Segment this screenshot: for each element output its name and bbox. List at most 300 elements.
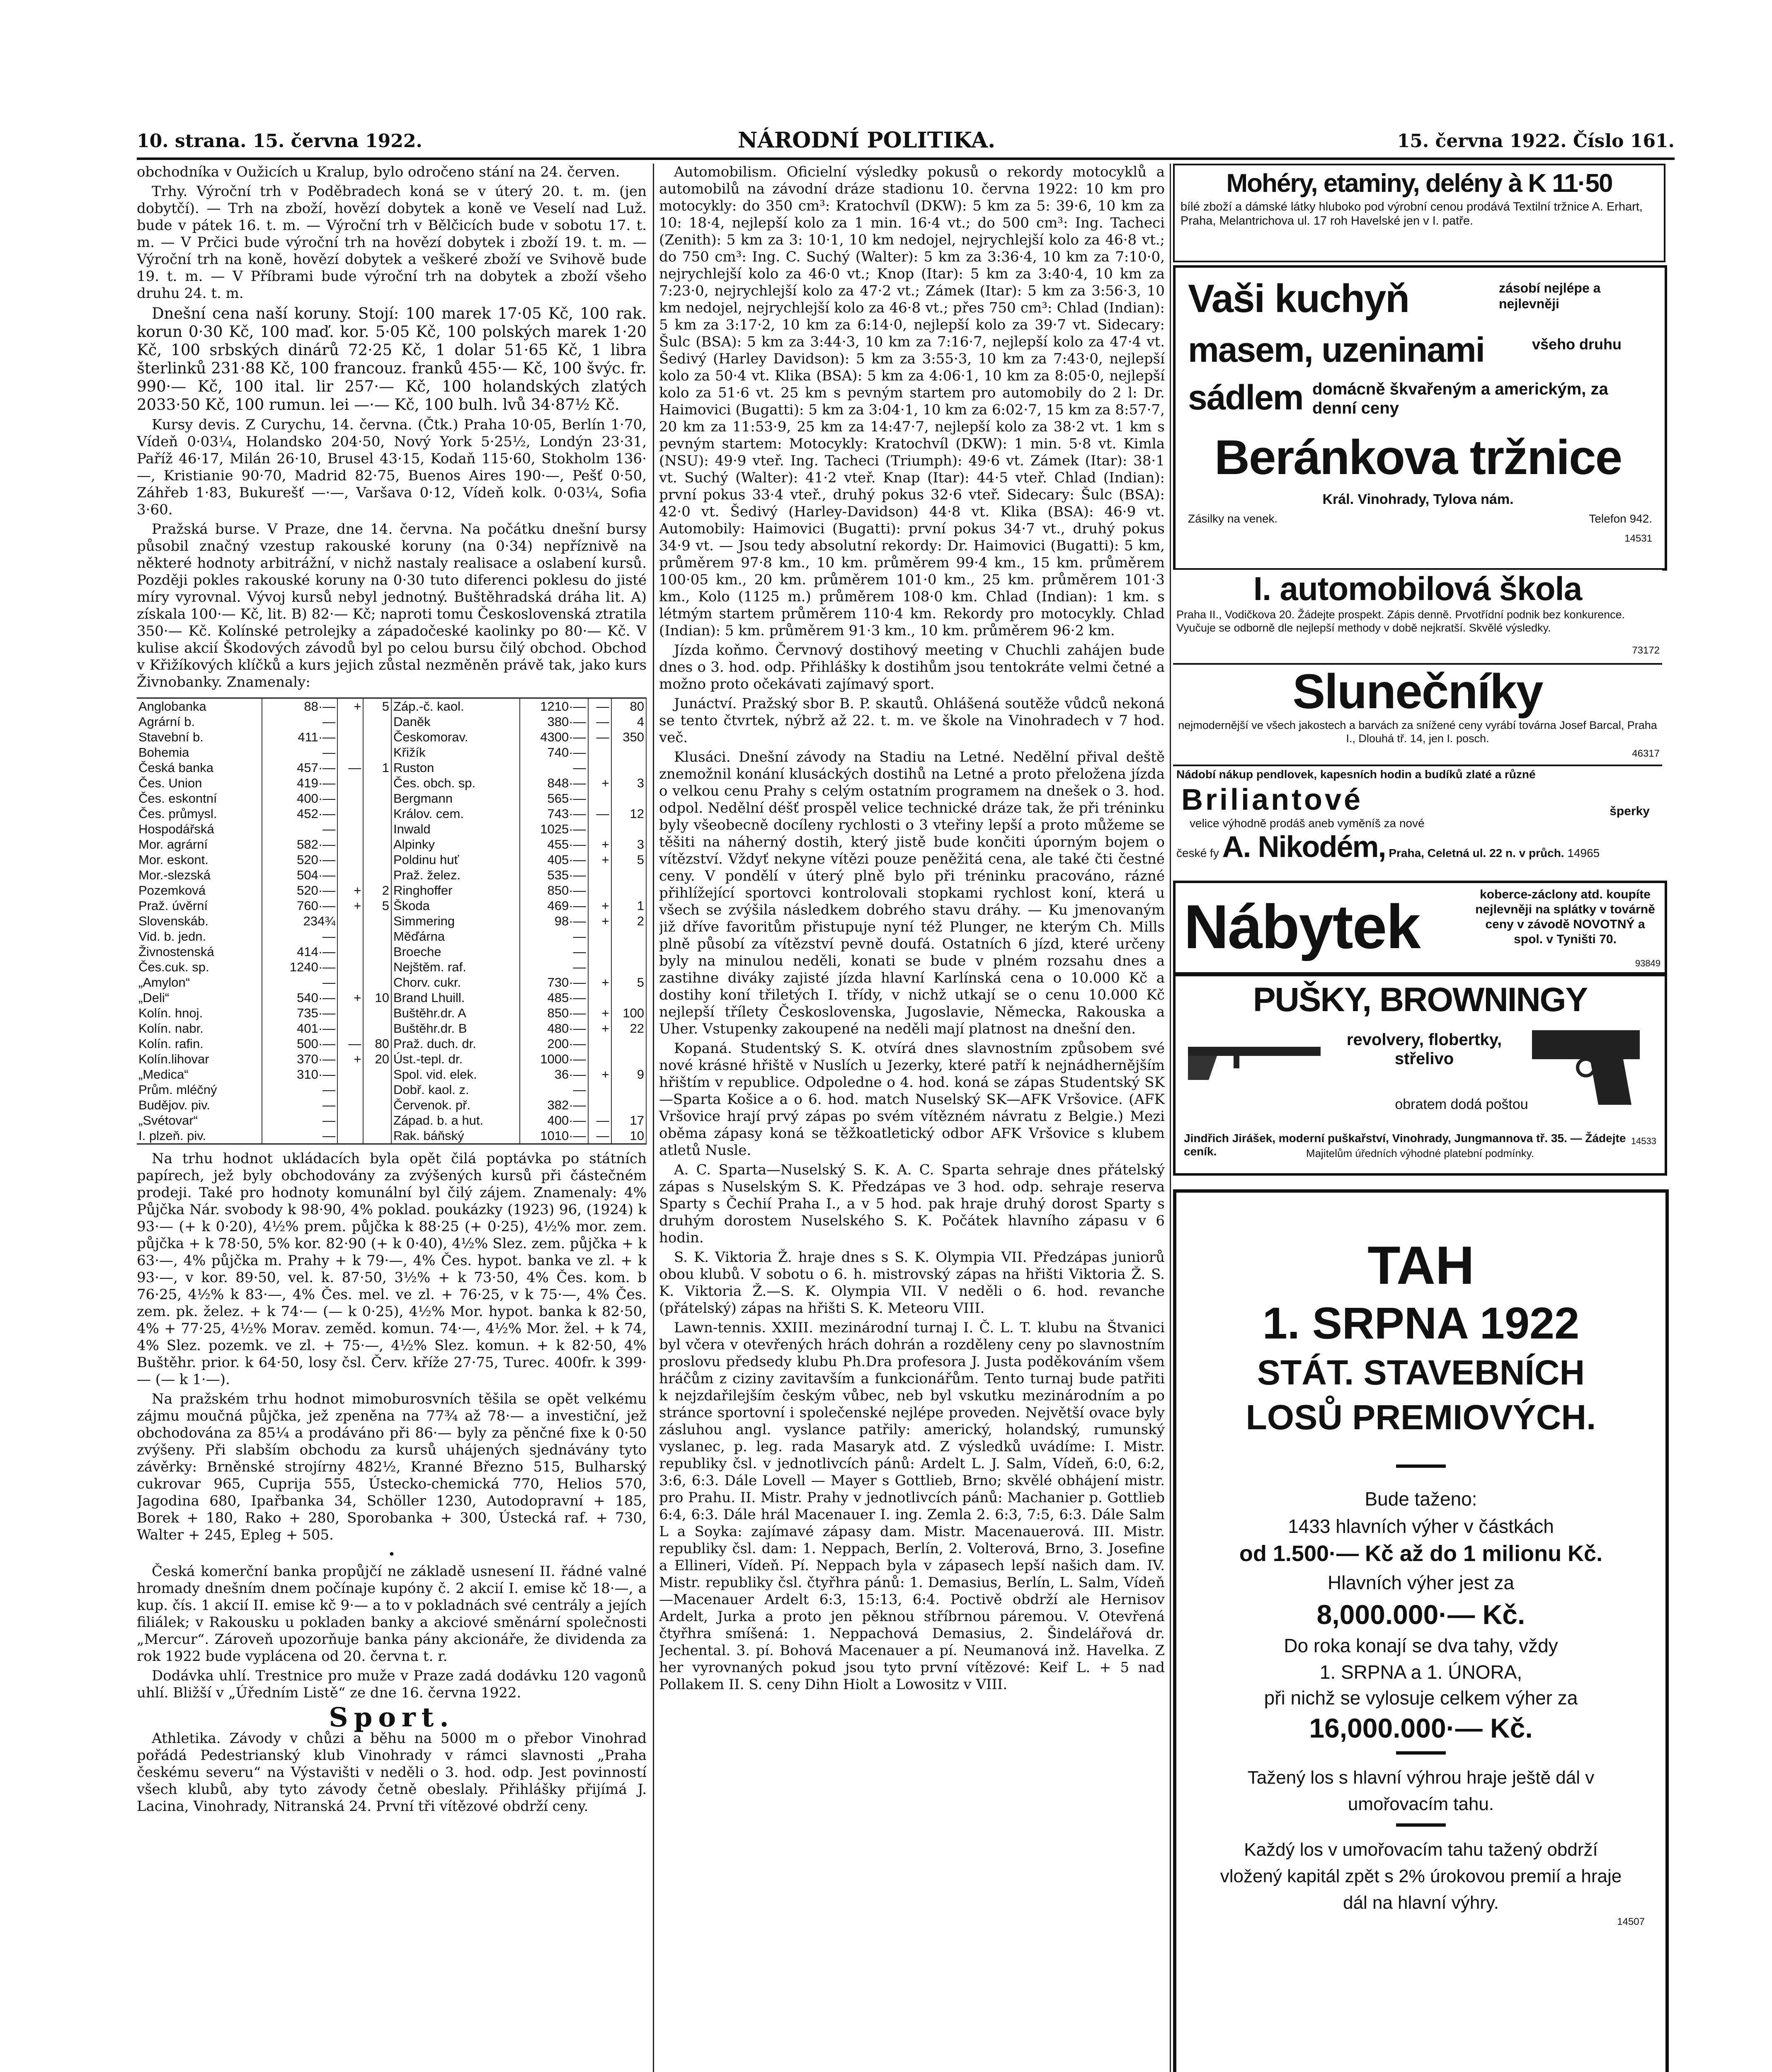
stock-name: Červenok. př. (392, 1097, 520, 1113)
stock-change (611, 1036, 646, 1051)
stock-name: Mor. agrární (137, 837, 262, 852)
ad-nabytek-text: koberce-záclony atd. koupíte nejlevněji na splátky v továrně ceny v závodě NOVOTNÝ a spol. v Tyništi 70. (1475, 888, 1655, 946)
stock-change: 80 (363, 1036, 391, 1051)
ad-nikodem (1173, 765, 1662, 882)
stock-name: Kolín.lihovar (137, 1051, 262, 1067)
stock-price: — (520, 760, 588, 775)
stock-row (392, 898, 646, 913)
stock-sign (337, 852, 363, 867)
stock-row (392, 867, 646, 883)
stock-price: 200·— (520, 1036, 588, 1051)
stock-sign: + (588, 975, 611, 990)
stock-change: 10 (611, 1128, 646, 1144)
stock-sign (337, 944, 363, 959)
stock-price: 400·— (262, 791, 338, 806)
bond-market-article: Na trhu hodnot ukládacích byla opět čilá poptávka po státních papírech, jež byly obchodovány za zvýšených kursů při částečném prodeji. Také pro hodnoty komunální byl čilý zájem. Znamenaly: 4% Půjčka Nár. svobody k 98·90, 4% poklad. poukázky (1923) 96, (1924) k 93·— (+ k 0·20), 4½% prem. půjčka k 88·25 (+ 0·25), 4½% mor. zem. půjčka + k 78·50, 5% kor. 82·90 (+ k 0·40), 4½% Slez. zem. půjčka + k 63·—, 4% půjčka m. Prahy + k 79·—, 4% Čes. hypot. banka ve zl. + k 93·—, v kor. 89·50, vel. k. 87·50, 3½% + k 73·50, 4% Čes. kom. b 76·25, 4½% k 83·—, 4% Čes. mel. ve zl. + 76·25, v k 75·—, 4% Čes. zem. pk. želez. + k 74·— (— k 0·25), 4½% Mor. hypot. banka k 82·50, 4% + 77·25, 4½% Morav. zeměd. komun. 74·—, 4½% Mor. žel. + k 74, 4% Slez. pozemk. ve zl. + 75·—, 4½% Slez. komun. + k 82·50, 4% Buštěhr. prior. k 64·50, losy čsl. Červ. kříže 27·75, Turec. 400fr. k 399·— (— k 1·—). (137, 1150, 647, 1388)
stock-name: Prům. mléčný (137, 1082, 262, 1097)
stock-sign (337, 791, 363, 806)
stock-change (611, 959, 646, 975)
stock-name: Budějov. piv. (137, 1097, 262, 1113)
stock-sign (337, 806, 363, 821)
stock-name: Nejštěm. raf. (392, 959, 520, 975)
ad-lottery-p11: Každý los v umořovacím tahu tažený obdrží vložený kapitál zpět s 2% úrokovou premií a hraje dál na hlavní výhry. (1220, 1840, 1622, 1913)
stock-price: 735·— (262, 1005, 338, 1021)
stock-sign (337, 729, 363, 745)
stock-name: Spol. vid. elek. (392, 1067, 520, 1082)
stock-price: 1210·— (520, 698, 588, 714)
stock-row (137, 745, 391, 760)
stock-change: 5 (611, 975, 646, 990)
stock-name: Čes. Union (137, 775, 262, 791)
column-1: obchodníka v Oužicích u Kralup, bylo odročeno stání na 24. červen. Trhy. Výroční trh v Poděbradech koná se v úterý 20. t. m. (jen dobytčí). — Trh na zboží, hovězí dobytek a koně ve Veselí nad Luž. bude v pátek 16. t. m. — Výroční trh v Bělčicích bude v sobotu 17. t. m. — V Prčici bude výroční trh na hovězí dobytek i zboží 19. t. m. — Výroční trh na koně, hovězí dobytek a veškeré zboží ve Svihově bude 19. t. m. — V Příbrami bude výroční trh na dobytek a zboží všeho druhu 24. t. m. Dnešní cena naší koruny. Stojí: 100 marek 17·05 Kč, 100 rak. korun 0·30 Kč, 100 maď. kor. 5·05 Kč, 100 polských marek 1·20 Kč, 100 srbských dinárů 72·25 Kč, 1 dolar 51·65 Kč, 1 libra šterlinků 231·88 Kč, 100 francouz. franků 455·— Kč, 100 švýc. fr. 990·— Kč, 100 ital. lir 257·— Kč, 100 holandských zlatých 2033·50 Kč, 100 rumun. lei —·— Kč, 100 bulh. lvů 34·87½ Kč. Kursy devis. Z Curychu, 14. června. (Čtk.) Praha 10·05, Berlín 1·70, Vídeň 0·03¼, Holandsko 204·50, Nový York 5·25½, Londýn 23·31, Paříž 46·17, Milán 26·10, Brusel 43·15, Kodaň 115·60, Stokholm 136·—, Kristianie 90·70, Madrid 82·75, Buenos Aires 190·—, Pešť 0·50, Záhřeb 1·83, Bukurešť —·—, Varšava 0·12, Vídeň kolk. 0·03¼, Sofia 3·60. Pražská burse. V Praze, dne 14. června. Na počátku dnešní bursy působil značný vzestup rakouské koruny (na 0·34) nepříznivě na některé hodnoty arbitrážní, v nichž nastaly realisace a oslabení kursů. Později pokles rakouské koruny na 0·30 tuto diferenci poklesu do jisté míry vyrovnal. Vývoj kursů nebyl jednotný. Buštěhradská dráha lit. A) získala 100·— Kč, lit. B) 82·— Kč; naproti tomu Československá ztratila 350·— Kč. Kolínské petrolejky a západočeské kaolinky po 80·— Kč. V kulise akcií Škodových závodů byl po celou bursu čilý obchod. Obchod v Křižíkových klíčků a kurs jejich zůstal nezměněn právě tak, jako kurs Živnobanky. Znamenaly: Anglobanka 88·— + 5 Agrární b. — Stavební b. 411·— Bohemia — Česká banka 457·— — 1 Čes. Union 419·— Čes. eskontní 400·— Čes. průmysl. 452·— Hospodářská — Mor. agrární 582·— Mor. eskont. 520·— Mor.-slezská 504·— Pozemková 520·— + 2 Praž. úvěrní 760·— + 5 Slovenskáb. 234¾ Vid. b. jedn. — Živnostenská 414·— Čes.cuk. sp. 1240·— „Amylon“ — „Deli“ 540·— + 10 Kolín. hnoj. 735·— Kolín. nabr. 401·— Kolín. rafin. 500·— — 80 Kolín.lihovar 370·— + 20 „Medica“ 310·— Prům. mléčný — Budějov. piv. — „Svétovar“ — I. plzeň. piv. — Záp.-č. kaol. 1210·— — 80 Daněk 380·— — 4 Českomorav. 4300·— — 350 Křižík 740·— Ruston — Čes. obch. sp. 848·— + 3 Bergmann 565·— Králov. cem. 743·— — 12 Inwald 1025·— Alpinky 455·— + 3 Poldinu huť 405·— + 5 Praž. želez. 535·— Ringhoffer 850·— Škoda 469·— + 1 Simmering 98·— + 2 Měďárna — Broeche — Nejštěm. raf. — Chorv. cukr. 730·— + 5 Brand Lhuill. 485·— Buštěhr.dr. A 850·— + 100 Buštěhr.dr. B 480·— + 22 Praž. duch. dr. 200·— Úst.-tepl. dr. 1000·— Spol. vid. elek. 36·— + 9 Dobř. kaol. z. — Červenok. př. 382·— Západ. b. a hut. 400·— — 17 Rak. báňský 1010·— — 10 Na trhu hodnot ukládacích byla opět čilá poptávka po státních papírech, jež byly obchodovány za zvýšených kursů při částečném prodeji. Také pro hodnoty komunální byl čilý zájem. Znamenaly: 4% Půjčka Nár. svobody k 98·90, 4% poklad. poukázky (1923) 96, (1924) k 93·— (+ k 0·20), 4½% prem. půjčka k 88·25 (+ 0·25), 4½% mor. zem. půjčka + k 78·50, 5% kor. 82·90 (+ k 0·40), 4½% Slez. zem. půjčka + k 63·—, 4% půjčka m. Prahy + k 79·—, 4% Čes. hypot. banka ve zl. + k 93·—, v kor. 89·50, vel. k. 87·50, 3½% + k 73·50, 4% Čes. kom. b 76·25, 4½% k 83·—, 4% Čes. mel. ve zl. + 76·25, v k 75·—, 4% Čes. zem. pk. želez. + k 74·— (— k 0·25), 4½% Mor. hypot. banka k 82·50, 4% + 77·25, 4½% Morav. zeměd. komun. 74·—, 4½% Mor. žel. + k 74, 4% Slez. pozemk. ve zl. + 75·—, 4½% Slez. komun. + k 82·50, 4% Buštěhr. prior. k 64·50, losy čsl. Červ. kříže 27·75, Turec. 400fr. k 399·— (— k 1·—). Na pražském trhu hodnot mimoburosvních těšila se opět velkému zájmu moučná půjčka, jež zpeněna na 77¾ až 78·— a investiční, jež obchodována za 85¼ a prodáváno při 86·— byly za pěnčné fixe k 0·50 zvýšeny. Při slabším obchodu za kursů uhájených sjednávány tyto závěrky: Brněnské strojírny 482½, Kranné Březno 515, Bulharský cukrovar 965, Cuprija 555, Ústecko-chemická 770, Helios 570, Jagodina 680, Ipařbanka 34, Schöller 1230, Autodopravní + 185, Borek + 180, Rako + 280, Sporobanka + 300, Ústecká raf. + 730, Walter + 245, Epleg + 505. • Česká komerční banka propůjčí ne základě usnesení II. řádné valné hromady dnešním dnem počínaje kupóny č. 2 akcií I. emise kč 18·—, a kup. čís. 1 akcií II. emise kč 9·— a to v pokladnách své centrály a jejích filiálek; v Rakousku u pokladen banky a akciové směnární společnosti „Mercur“. Zároveň upozorňuje banka pány akcionáře, že dividenda za rok 1922 bude vyplácena od 20. června t. r. Dodávka uhlí. Trestnice pro muže v Praze zadá dodávku 120 vagonů uhlí. Bližší v „Úředním Listě“ ze dne 16. června 1922. Sport. Athletika. Závody v chůzi a běhu na 5000 m o přebor Vinohrad pořádá Pedestrianský klub Vinohrady v rámci slavnosti „Praha českému severu“ na Výstavišti v neděli o 3. hod. odp. Jest povinností všech klubů, aby tyto závody četně obeslaly. Přihlášky přijímá J. Lacina, Vinohrady, Nitranská 24. První tři vítězové obdrží ceny. (137, 164, 647, 1815)
stock-change (611, 867, 646, 883)
stock-change (363, 1113, 391, 1128)
ad-lottery-p10: Tažený los s hlavní výhrou hraje ještě dál v umořovacím tahu. (1247, 1767, 1595, 1814)
stock-row (392, 775, 646, 791)
stock-price: 480·— (520, 1021, 588, 1036)
stock-row (392, 852, 646, 867)
ad-lottery-p2: 1433 hlavních výher v částkách (1288, 1515, 1554, 1537)
stock-sign: + (337, 990, 363, 1005)
stock-name: Simmering (392, 913, 520, 929)
stock-sign (588, 883, 611, 898)
stock-price: 730·— (520, 975, 588, 990)
stock-row (392, 1005, 646, 1021)
stock-sign: + (337, 1051, 363, 1067)
stock-sign (588, 1097, 611, 1113)
stock-sign: + (337, 883, 363, 898)
stock-price: 504·— (262, 867, 338, 883)
stock-name: I. plzeň. piv. (137, 1128, 262, 1144)
stock-change (611, 821, 646, 837)
stock-row (392, 1113, 646, 1128)
ad-lottery (1173, 1189, 1669, 2072)
stock-row (137, 775, 391, 791)
ad-nikodem-name: A. Nikodém, (1222, 830, 1386, 864)
stock-sign: + (588, 1021, 611, 1036)
trotting-article: Klusáci. Dnešní závody na Stadiu na Letné. Nedělní přival deště znemožnil konání klusáckých dostihů na Letné a proto přeložena jízda o velkou cenu Prahy s celým ostatním programem na dnešek o 3. hod. odpol. Nedělní déšť prospěl velice technické dráze tak, že při tréninku byly všeobecně docíleny rychlosti o 3 vteřiny lepší a proto můžeme se těšiti na náherný dostih, který jistě bude končiti úporným bojem o vítězství. Vždyť nekyne vítězi pouze peněžitá cena, ale také čti čestné ceny. V pondělí v úterý plně bylo při tréninku pracováno, rázné přihlížející sportovci kontrolovali stopkami rychlost koní, která u všech se zvýšila následkem dobrého stavu dráhy. — Ku jmenovaným již dříve favoritům přistupuje nyní též Plunger, ne kterým Ch. Mills plně působí za vítězství pevně doufá. Ostatních 6 jízd, které určeny byly na minulou neděli, konati se bude v plném rozsahu dnes a zastihne diváky zajisté jízda hlavní Karlínská cena o 10.000 Kč a dostihy koní třiletých I. třídy, v nichž utkají se o cenu 10.000 Kč nejlepší třílety Československa, Jugoslavie, Německa, Rakouska a Uher. Vstupenky zakoupené na neděli mají platnost na dnešní den. (659, 749, 1165, 1037)
ad-beranek-code: 14531 (1624, 533, 1652, 544)
stock-sign: + (588, 837, 611, 852)
stock-sign (337, 775, 363, 791)
stock-sign (337, 714, 363, 729)
stock-change (363, 1021, 391, 1036)
stock-row (392, 837, 646, 852)
stock-sign: + (588, 1067, 611, 1082)
stock-change: 22 (611, 1021, 646, 1036)
ad-lottery-p6: Do roka konají se dva tahy, vždy (1284, 1635, 1558, 1656)
stock-name: Mor. eskont. (137, 852, 262, 867)
stock-row (137, 867, 391, 883)
stock-price: 520·— (262, 852, 338, 867)
stock-table-left (137, 697, 392, 1145)
stock-price: 382·— (520, 1097, 588, 1113)
stock-row (137, 1097, 391, 1113)
stock-change (363, 806, 391, 821)
stock-name: Bohemia (137, 745, 262, 760)
stock-price: 452·— (262, 806, 338, 821)
ad-nikodem-line2: šperky (1610, 804, 1650, 818)
stock-name: Kolín. hnoj. (137, 1005, 262, 1021)
stock-row (137, 698, 391, 714)
stock-row (392, 883, 646, 898)
stock-name: Slovenskáb. (137, 913, 262, 929)
stock-price: 405·— (520, 852, 588, 867)
stock-change (363, 913, 391, 929)
stock-row (392, 1051, 646, 1067)
stock-name: Buštěhr.dr. B (392, 1021, 520, 1036)
stock-price: 380·— (520, 714, 588, 729)
stock-row (137, 944, 391, 959)
stock-change (611, 929, 646, 944)
ad-beranek-address: Král. Vinohrady, Tylova nám. (1322, 491, 1514, 507)
stock-change (363, 837, 391, 852)
horse-riding-article: Jízda koňmo. Červnový dostihový meeting v Chuchli zahájen bude dnes o 3. hod. odp. Přihlášky k dostihům jsou tentokráte velmi četné a možno proto očekávati zajímavý sport. (659, 642, 1165, 692)
ad-lottery-p9: 16,000.000·— Kč. (1309, 1713, 1533, 1743)
stock-row (137, 913, 391, 929)
stock-name: Anglobanka (137, 698, 262, 714)
stock-name: „Deli“ (137, 990, 262, 1005)
stock-sign (337, 745, 363, 760)
stock-change: 5 (363, 698, 391, 714)
stock-sign (337, 913, 363, 929)
column-2 (659, 164, 1165, 2072)
stock-sign (337, 1113, 363, 1128)
stock-row (137, 1051, 391, 1067)
stock-row (137, 821, 391, 837)
stock-price: 419·— (262, 775, 338, 791)
ad-lottery-tah: TAH (1367, 1235, 1474, 1295)
stock-price: 234¾ (262, 913, 338, 929)
stock-row (137, 883, 391, 898)
stock-row (137, 806, 391, 821)
markets-article: Trhy. Výroční trh v Poděbradech koná se v úterý 20. t. m. (jen dobytčí). — Trh na zboží, hovězí dobytek a koně ve Veselí nad Luž. bude v pátek 16. t. m. — Výroční trh v Bělčicích bude v sobotu 17. t. m. — V Prčici bude výroční trh na hovězí dobytek i zboží 19. t. m. — Výroční trh na koně, hovězí dobytek a veškeré zboží ve Svihově bude 19. t. m. — V Příbrami bude výroční trh na dobytek a zboží všeho druhu 24. t. m. (137, 183, 647, 302)
stock-name: Králov. cem. (392, 806, 520, 821)
stock-change: 2 (611, 913, 646, 929)
stock-price: 1000·— (520, 1051, 588, 1067)
ad-beranek (1173, 265, 1667, 571)
stock-change (363, 821, 391, 837)
stock-row (137, 1067, 391, 1082)
stock-sign: + (337, 898, 363, 913)
masthead-title: NÁRODNÍ POLITIKA. (738, 128, 996, 153)
stock-price: 1010·— (520, 1128, 588, 1144)
stock-row (137, 929, 391, 944)
stock-sign: — (588, 729, 611, 745)
stock-row (392, 729, 646, 745)
stock-row (137, 1082, 391, 1097)
stock-change (363, 729, 391, 745)
stock-price: 850·— (520, 1005, 588, 1021)
stock-change (363, 745, 391, 760)
stock-name: Daněk (392, 714, 520, 729)
stock-change (611, 944, 646, 959)
stock-row (137, 837, 391, 852)
stock-sign (337, 821, 363, 837)
stock-sign: — (588, 1113, 611, 1128)
ad-pusky (1173, 974, 1667, 1176)
stock-sign: + (588, 1005, 611, 1021)
stock-row (392, 1128, 646, 1144)
stock-name: Praž. úvěrní (137, 898, 262, 913)
stock-sign (588, 867, 611, 883)
stock-row (392, 975, 646, 990)
stock-name: Bergmann (392, 791, 520, 806)
stock-price: — (262, 1128, 338, 1144)
stock-price: — (262, 1113, 338, 1128)
ad-lottery-p7: 1. SRPNA a 1. ÚNORA, (1319, 1661, 1522, 1683)
stock-row (137, 852, 391, 867)
stock-sign: — (588, 698, 611, 714)
stock-name: Praž. duch. dr. (392, 1036, 520, 1051)
stock-sign (588, 929, 611, 944)
stock-row (137, 1036, 391, 1051)
stock-row (392, 1082, 646, 1097)
stock-row (392, 913, 646, 929)
stock-name: Inwald (392, 821, 520, 837)
stock-change (611, 1082, 646, 1097)
stock-name: Čes.cuk. sp. (137, 959, 262, 975)
ad-slunecniky-text: nejmodernější ve všech jakostech a barvách za snížené ceny vyrábí továrna Josef Barcal, Praha I., Dlouhá tř. 14, jen I. posch. (1178, 719, 1657, 745)
ad-pusky-items: revolvery, flobertky, střelivo (1346, 1031, 1502, 1068)
stock-change: 1 (611, 898, 646, 913)
page-header (137, 124, 1675, 160)
stock-sign (588, 990, 611, 1005)
stock-change (363, 1067, 391, 1082)
currency-rates: Kursy devis. Z Curychu, 14. června. (Čtk.) Praha 10·05, Berlín 1·70, Vídeň 0·03¼, Holandsko 204·50, Nový York 5·25½, Londýn 23·31, Paříž 46·17, Milán 26·10, Brusel 43·15, Kodaň 115·60, Stokholm 136·—, Kristianie 90·70, Madrid 82·75, Buenos Aires 190·—, Pešť 0·50, Záhřeb 1·83, Bukurešť —·—, Varšava 0·12, Vídeň kolk. 0·03¼, Sofia 3·60. (137, 416, 647, 518)
stock-sign (337, 1021, 363, 1036)
stock-sign: — (588, 1128, 611, 1144)
stock-price: 565·— (520, 791, 588, 806)
stock-price: 540·— (262, 990, 338, 1005)
stock-row (137, 1021, 391, 1036)
ad-pusky-delivery: obratem dodá poštou (1395, 1097, 1528, 1112)
stock-name: Broeche (392, 944, 520, 959)
ad-beranek-phone: Telefon 942. (1589, 512, 1652, 525)
stock-row (392, 821, 646, 837)
ad-autoskola-text: Praha II., Vodičkova 20. Žádejte prospekt. Zápis denně. Prvotřídní podnik bez konkurence. Vyučuje se odborně dle nejlepší methody v době nejkratší. Skvělé výsledky. (1176, 608, 1625, 634)
stock-change: 9 (611, 1067, 646, 1082)
stock-change (363, 867, 391, 883)
ad-beranek-line1: Vaši kuchyň (1188, 276, 1409, 321)
stock-change (363, 975, 391, 990)
ad-autoskola (1173, 570, 1662, 659)
stock-price: 4300·— (520, 729, 588, 745)
stock-name: Česká banka (137, 760, 262, 775)
stock-name: „Svétovar“ (137, 1113, 262, 1128)
automobilism-article: Automobilism. Oficielní výsledky pokusů o rekordy motocyklů a automobilů na závodní dráze stadionu 10. června 1922: 10 km pro motocykly: do 350 cm³: Kratochvíl (DKW): 5 km za 5: 39·6, 10 km za 10: 18·4, nejlepší kolo za 1 min. 16·4 vt.; do 500 cm³: Ing. Tacheci (Zenith): 5 km za 3: 10·1, 10 km nedojel, nejrychlejší kolo za 46·8 vt.; do 750 cm³: Ing. C. Suchý (Walter): 5 km za 3:36·4, 10 km za 7:10·0, nejrychlejší kolo za 46·0 vt.; Knop (Itar): 5 km za 3:40·4, 10 km za 7:23·0, nejrychlejší kolo za 47·2 vt.; Zámek (Itar): 5 km za 3:56·3, 10 km nedojel, nejrychlejší kolo za 46·8 vt.; přes 750 cm³: Chlad (Indian): 5 km za 3:17·2, 10 km za 6:14·0, nejlepší kolo za 39·7 vt. Sidecary: Šulc (BSA): 5 km za 3:44·3, 10 km za 7:16·7, nejlepší kolo za 47·4 vt. Šedivý (Harley Davidson): 5 km za 3:55·3, 10 km za 7:43·0, nejlepší kolo za 50·4 vt. Klika (BSA): 5 km za 4:06·1, 10 km za 8:05·0, nejlepší kolo za 51·6 vt. 25 km s pevným startem pro automobily do 2 l: Dr. Haimovici (Bugatti): 5 km za 3:04·1, 10 km za 6:02·7, 15 km za 8:57·7, 20 km za 11:53·9, 25 km za 14:47·7, nejlepší kolo za 38·2 vt. 1 km s pevným startem: Motocykly: Kratochvíl (DKW): 1 min. 5·8 vt. Kimla (NSU): 49·9 vteř. Ing. Tacheci (Triumph): 49·6 vt. Zámek (Itar): 38·1 vt. Suchý (Walter): 41·2 vteř. Knap (Itar): 44·5 vteř. Chlad (Indian): první pokus 33·4 vteř., druhý pokus 32·6 vteř. Sidecary: Šulc (BSA): 42·0 vt. Šedivý (Harley-Davidson) 44·8 vt. Klika (BSA): 46·9 vt. Automobily: Haimovici (Bugatti): první pokus 34·7 vt., druhý pokus 34·9 vt. — Jsou tedy absolutní rekordy: Dr. Haimovici (Bugatti): 5 km, průměrem 97·8 km., 10 km. průměrem 99·4 km., 15 km. průměrem 100·05 km., 20 km. průměrem 101·0 km., 25 km. průměrem 101·3 km., Kolo (1125 m.) průměrem 108·0 km. Chlad (Indian): 1 km. s létmým startem průměrem 110·4 km. Rekordy pro motocykly. Chlad (Indian): 5 km. průměrem 91·3 km., 10 km. průměrem 96·2 km. (659, 164, 1165, 639)
stock-name: Hospodářská (137, 821, 262, 837)
sparta-article: A. C. Sparta—Nuselský S. K. A. C. Sparta sehraje dnes přátelský zápas s Nuselským S. K. Předzápas ve 3 hod. odp. sehraje reserva Sparty s Čechií Praha I., a v 5 hod. pak hraje druhý dorost Sparty s druhým dorostem Nuselského S. K. Počátek hlavního zápasu v 6 hodin. (659, 1162, 1165, 1246)
stock-name: Mor.-slezská (137, 867, 262, 883)
ad-mohery-title: Mohéry, etaminy, delény à K 11·50 (1226, 169, 1612, 198)
stock-sign (337, 1005, 363, 1021)
divider (1396, 1464, 1446, 1472)
stock-change (363, 1005, 391, 1021)
ad-nabytek-code: 93849 (1635, 958, 1660, 968)
stock-sign: — (588, 714, 611, 729)
stock-name: Ruston (392, 760, 520, 775)
stock-sign: — (588, 806, 611, 821)
stock-sign (588, 1036, 611, 1051)
stock-name: „Amylon“ (137, 975, 262, 990)
divider (1396, 1751, 1446, 1759)
stock-price: 414·— (262, 944, 338, 959)
stock-row (392, 1021, 646, 1036)
stock-sign: + (588, 852, 611, 867)
stock-price: — (520, 944, 588, 959)
stock-price: 500·— (262, 1036, 338, 1051)
stock-change (611, 760, 646, 775)
stock-price: — (262, 1082, 338, 1097)
stock-name: Ringhoffer (392, 883, 520, 898)
stock-price: — (520, 959, 588, 975)
ad-pusky-title: PUŠKY, BROWNINGY (1253, 981, 1588, 1019)
stock-row (392, 959, 646, 975)
ad-mohery (1173, 164, 1665, 262)
stock-row (137, 975, 391, 990)
stock-price: 88·— (262, 698, 338, 714)
football-article: Kopaná. Studentský S. K. otvírá dnes slavnostním způsobem své nové krásné hřiště v Nuslích u Jezerky, které patří k nejnádhernějším hřištím v republice. Odpoledne o 4. hod. koná se zápas Studentský SK—Sparta Košice a o 6. hod. match Nuselský SK—AFK Vršovice. (AFK Vršovice hrají prvý zápas po svém vítězném návratu z Belgie.) Mezi oběma zápasy koná se těžkoatletický odbor AFK Vršovice s klubem atletů Nusle. (659, 1040, 1165, 1159)
header-right: 15. června 1922. Číslo 161. (1397, 131, 1675, 152)
stock-name: Pozemková (137, 883, 262, 898)
stock-change (611, 791, 646, 806)
ad-lottery-p8: při nichž se vylosuje celkem výher za (1264, 1687, 1578, 1709)
stock-change: 5 (363, 898, 391, 913)
stock-name: Buštěhr.dr. A (392, 1005, 520, 1021)
ad-beranek-line2: masem, uzeninami (1188, 330, 1484, 369)
off-exchange-article: Na pražském trhu hodnot mimoburosvních těšila se opět velkému zájmu moučná půjčka, jež zpeněna na 77¾ až 78·— a investiční, jež obchodována za 85¼ a prodáváno při 86·— byly za pěnčné fixe k 0·50 zvýšeny. Při slabším obchodu za kursů uhájených sjednávány tyto závěrky: Brněnské strojírny 482½, Kranné Březno 515, Bulharský cukrovar 965, Cuprija 555, Ústecko-chemická 770, Helios 570, Jagodina 680, Ipařbanka 34, Schöller 1230, Autodopravní + 185, Borek + 180, Rako + 280, Sporobanka + 300, Ústecká raf. + 730, Walter + 245, Epleg + 505. (137, 1391, 647, 1543)
stock-name: Úst.-tepl. dr. (392, 1051, 520, 1067)
stock-row (392, 1097, 646, 1113)
stock-sign (588, 1082, 611, 1097)
stock-name: Agrární b. (137, 714, 262, 729)
stock-price: 1240·— (262, 959, 338, 975)
tennis-article: Lawn-tennis. XXIII. mezinárodní turnaj I. Č. L. T. klubu na Štvanici byl včera v otevřených hrách dohrán a rozděleny ceny po slavnostním proslovu předsedy klubu Ph.Dra profesora J. Justa poděkováním všem hráčům z ciziny zavitavším a funkcionářům. Tento turnaj bude patřiti k nejzdařilejším českým vůbec, neb byl vskutku mezinárodním a po stránce sportovní i společenské nejlépe proveden. Největší ovace byly zásluhou angl. vyslance patřily: americký, holandský, rumunský vyslanec, p. leg. rada Masaryk atd. Z výsledků uvádíme: I. Mistr. republiky čsl. v jednotlivcích pánů: Ardelt L. J. Salm, Vídeň, 6:0, 6:2, 3:6, 6:3. Dále Lovell — Mayer s Gottlieb, Brno; skvělé obhájení mistr. pro Prahu. II. Mistr. Prahy v jednotlivcích pánů: Machanier p. Gottlieb 6:4, 6:3. Dále hrál Macenauer I. ing. Zemla 2. 6:3, 7:5, 6:3. Dále Salm L a Soyka: zajímavé zápasy dam. Mistr. Macenauerová. III. Mistr. republiky čsl. dam: 1. Neppach, Berlín, 2. Volterová, Brno, 3. Josefine a Ellineri, Vídeň. Pí. Neppach byla v zápasech lepší našich dam. IV. Mistr. republiky čsl. čtyřhra pánů: 1. Demasius, Berlín, L. Salm, Vídeň—Macenauer Ardelt 6:3, 15:13, 6:4. Poctivě obdrží ale Hernisov Ardelt, Jurka a proto jen pěknou stříbrnou páremou. V. Otevřená čtyřhra smíšená: 1. Neppachová Demasius, 2. Šindelářová dr. Jechental. 3. pí. Bohová Macenauer a pí. Neumanová inž. Havelka. Z her vyrovnaných pokud jsou tyto první vítězové: Keif L. + 5 nad Pollakem II. S. ceny Dihn Hiolt a Lowositz v VIII. (659, 1319, 1165, 1693)
ad-nikodem-title: Briliantové (1181, 783, 1363, 816)
stock-row (392, 791, 646, 806)
stock-table-right (392, 697, 647, 1145)
stock-sign (588, 959, 611, 975)
stock-price: 310·— (262, 1067, 338, 1082)
stock-name: Čes. průmysl. (137, 806, 262, 821)
stock-change (363, 1128, 391, 1144)
stock-row (137, 714, 391, 729)
stock-price: — (520, 1082, 588, 1097)
stock-row (137, 1005, 391, 1021)
stock-change: 1 (363, 760, 391, 775)
stock-row (137, 1113, 391, 1128)
stock-sign (337, 1128, 363, 1144)
stock-row (392, 698, 646, 714)
stock-name: Vid. b. jedn. (137, 929, 262, 944)
ad-slunecniky (1173, 663, 1662, 762)
stock-sign (588, 760, 611, 775)
stock-row (137, 959, 391, 975)
ad-lottery-p1: Bude taženo: (1365, 1488, 1477, 1510)
stock-change (611, 745, 646, 760)
ad-pusky-note: Majitelům úředních výhodné platební podmínky. (1306, 1147, 1534, 1159)
stock-price: — (262, 745, 338, 760)
stock-row (137, 729, 391, 745)
ad-nikodem-line3: velice výhodně prodáš aneb vyměníš za nové (1190, 817, 1425, 830)
ad-beranek-line3b: domácně škvařeným a americkým, za denní ceny (1312, 380, 1608, 417)
stock-change (363, 929, 391, 944)
stock-change: 2 (363, 883, 391, 898)
ad-lottery-line3: STÁT. STAVEBNÍCH (1257, 1353, 1585, 1392)
athletics-article: Athletika. Závody v chůzi a běhu na 5000 m o přebor Vinohrad pořádá Pedestrianský klub Vinohrady v rámci slavnosti „Praha českému severu“ na Výstavišti v neděli o 3. hod. odp. Jest povinností všech klubů, aby tyto závody četně obeslaly. Přihlášky přijímá J. Lacina, Vinohrady, Nitranská 24. První tři vítězové obdrží ceny. (137, 1730, 647, 1815)
stock-change (611, 1097, 646, 1113)
stock-row (392, 806, 646, 821)
stock-sign (337, 1097, 363, 1113)
stock-sign (588, 944, 611, 959)
stock-price: 520·— (262, 883, 338, 898)
stock-name: Alpinky (392, 837, 520, 852)
intro-text: obchodníka v Oužicích u Kralup, bylo odročeno stání na 24. červen. (137, 164, 620, 180)
stock-change (363, 775, 391, 791)
ad-nikodem-address: Praha, Celetná ul. 22 n. v průch. (1389, 847, 1564, 859)
stock-change (363, 714, 391, 729)
ad-nikodem-line1: Nádobí nákup pendlovek, kapesních hodin a budíků zlaté a různé (1176, 768, 1536, 781)
ad-lottery-p3: od 1.500·— Kč až do 1 milionu Kč. (1239, 1541, 1603, 1566)
ad-lottery-p4: Hlavních výher jest za (1328, 1572, 1514, 1593)
stock-price: 1025·— (520, 821, 588, 837)
stock-row (137, 760, 391, 775)
ad-beranek-line2b: všeho druhu (1532, 336, 1622, 353)
stock-name: Měďárna (392, 929, 520, 944)
pistol-icon (1524, 1022, 1648, 1109)
ad-slunecniky-code: 46317 (1632, 748, 1660, 759)
column-rule (1170, 164, 1171, 2072)
stock-change (363, 944, 391, 959)
stock-sign: + (337, 698, 363, 714)
ad-mohery-text: bílé zboží a dámské látky hluboko pod výrobní cenou prodává Textilní tržnice A. Erhart, Praha, Melantrichova ul. 17 roh Havelské jen v I. patře. (1181, 200, 1643, 228)
stock-sign: + (588, 913, 611, 929)
stock-change (611, 990, 646, 1005)
stock-row (392, 944, 646, 959)
stock-row (137, 791, 391, 806)
stock-name: Záp.-č. kaol. (392, 698, 520, 714)
stock-sign: + (588, 898, 611, 913)
stock-change: 80 (611, 698, 646, 714)
divider (1396, 1823, 1446, 1831)
stock-name: Stavební b. (137, 729, 262, 745)
stock-price: 743·— (520, 806, 588, 821)
stock-sign (588, 821, 611, 837)
stock-price: — (262, 975, 338, 990)
stock-name: Čes. obch. sp. (392, 775, 520, 791)
ad-lottery-p5: 8,000.000·— Kč. (1316, 1599, 1525, 1630)
stock-change (363, 791, 391, 806)
stock-name: Křižík (392, 745, 520, 760)
stock-name: Dobř. kaol. z. (392, 1082, 520, 1097)
stock-name: Praž. želez. (392, 867, 520, 883)
stock-change: 17 (611, 1113, 646, 1128)
stock-row (137, 898, 391, 913)
stock-price: 98·— (520, 913, 588, 929)
stock-change: 100 (611, 1005, 646, 1021)
ad-beranek-line3: sádlem (1188, 378, 1303, 417)
rifle-icon (1184, 1026, 1325, 1088)
stock-price: — (262, 1097, 338, 1113)
stock-price: — (262, 714, 338, 729)
stock-row (392, 714, 646, 729)
stock-name: Rak. báňský (392, 1128, 520, 1144)
stock-change: 20 (363, 1051, 391, 1067)
scouting-article: Junáctví. Pražský sbor B. P. skautů. Ohlášená soutěže vůdců nekoná se tento čtvrtek, nýbrž až 22. t. m. ve škole na Vinohradech v 7 hod. več. (659, 695, 1165, 746)
stock-sign (337, 975, 363, 990)
stock-sign (337, 929, 363, 944)
